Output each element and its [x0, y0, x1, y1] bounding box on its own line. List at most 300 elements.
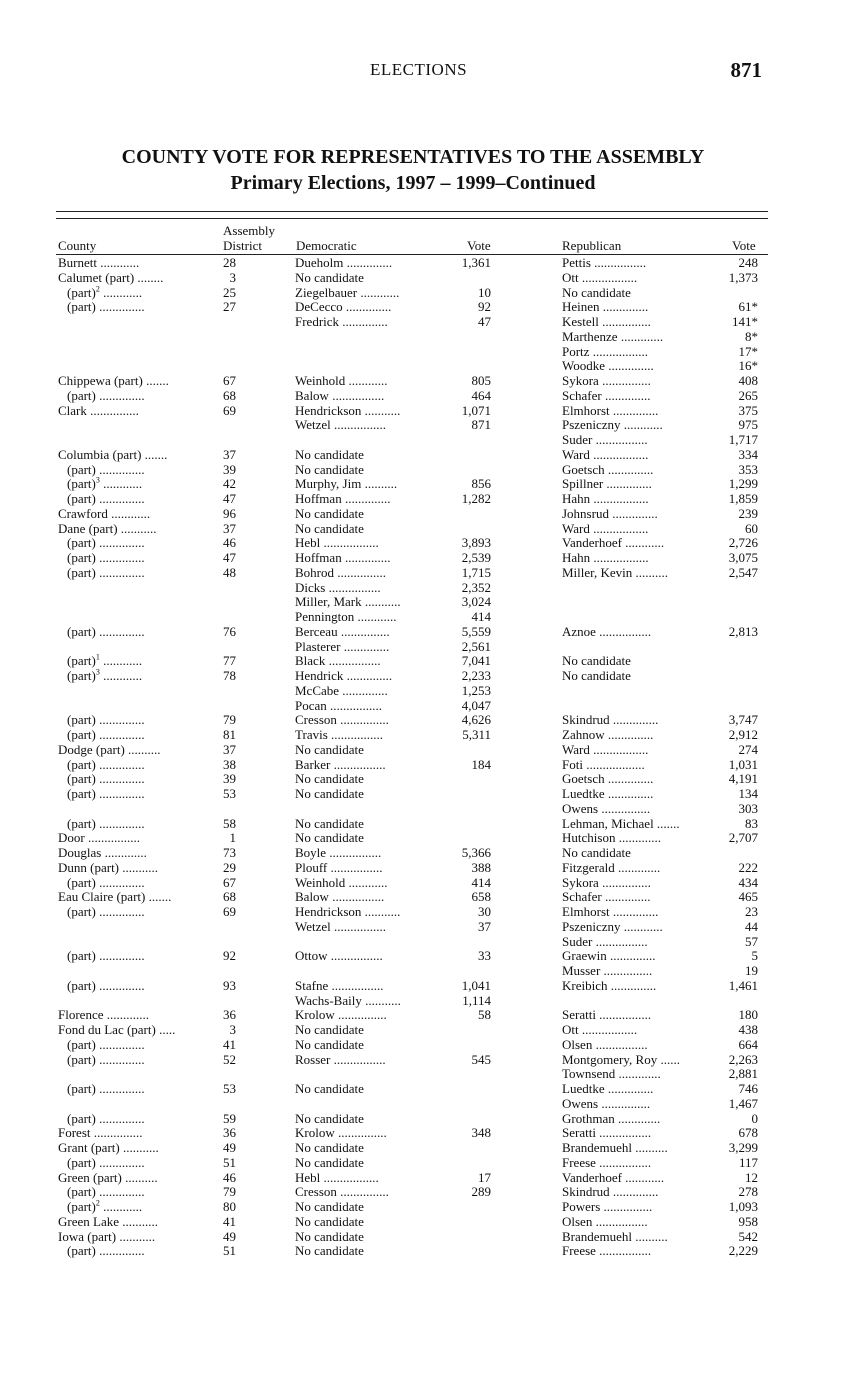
republican-vote-cell: 353: [738, 462, 758, 477]
democratic-vote-cell: 805: [471, 374, 491, 388]
district-cell: 67: [223, 875, 236, 890]
table-row: [0, 315, 859, 330]
democratic-vote-cell: 1,361: [461, 256, 491, 270]
county-name: Florence .............: [58, 1008, 149, 1023]
democratic-candidate-cell: Hendrickson ...........: [295, 905, 401, 919]
republican-candidate-cell: Ott .................: [562, 1023, 638, 1037]
county-cell: [58, 713, 214, 728]
county-cell: [58, 374, 205, 389]
county-cell: [58, 507, 205, 522]
democratic-vote-cell: 545: [471, 1052, 491, 1067]
democratic-vote-cell: 3,024: [461, 595, 491, 610]
republican-vote-cell: 678: [738, 1126, 758, 1141]
district-cell: 52: [223, 1052, 236, 1067]
republican-vote-cell: 1,093: [728, 1200, 758, 1214]
democratic-candidate-cell: Rosser ................: [295, 1052, 386, 1067]
republican-candidate-cell: Suder ................: [562, 433, 648, 447]
county-cell: [58, 1156, 214, 1171]
table-row: [0, 345, 859, 360]
leader-dots: ............: [99, 654, 143, 669]
republican-vote-cell: 23: [745, 905, 758, 919]
republican-vote-cell: 1,299: [728, 477, 758, 492]
district-cell: 39: [223, 772, 236, 787]
republican-vote-cell: 3,075: [728, 551, 758, 565]
democratic-candidate-cell: No candidate: [295, 1155, 364, 1170]
county-name: (part) ..............: [67, 1155, 145, 1170]
district-cell: 1: [229, 831, 236, 846]
democratic-candidate-cell: Fredrick ..............: [295, 315, 388, 329]
democratic-candidate-cell: No candidate: [295, 1023, 364, 1037]
democratic-candidate-cell: Cresson ...............: [295, 713, 389, 728]
republican-vote-cell: 2,263: [728, 1052, 758, 1067]
district-cell: 96: [223, 506, 236, 521]
county-cell: [58, 1230, 205, 1245]
democratic-vote-cell: 2,561: [461, 639, 491, 654]
county-name: (part) ..............: [67, 949, 145, 964]
table-row: [0, 964, 859, 979]
democratic-candidate-cell: Weinhold ............: [295, 875, 388, 890]
republican-vote-cell: 19: [745, 964, 758, 978]
footnote-marker: 2: [95, 285, 100, 294]
district-cell: 25: [223, 285, 236, 300]
republican-vote-cell: 408: [738, 374, 758, 388]
republican-vote-cell: 12: [745, 1170, 758, 1185]
vote-table-body: [0, 256, 859, 1259]
county-name: (part) ..............: [67, 551, 145, 565]
republican-candidate-cell: Schafer ..............: [562, 388, 651, 403]
county-name: (part) ..............: [67, 388, 145, 403]
republican-candidate-cell: Seratti ................: [562, 1126, 652, 1141]
county-name: Chippewa (part) .......: [58, 374, 169, 388]
county-name: (part) ..............: [67, 978, 145, 993]
county-cell: [58, 551, 214, 566]
county-name: Dodge (part) ..........: [58, 742, 161, 757]
republican-candidate-cell: No candidate: [562, 846, 631, 860]
page-title: COUNTY VOTE FOR REPRESENTATIVES TO THE ASSEMBLY: [121, 146, 705, 168]
democratic-vote-cell: 1,041: [461, 978, 491, 993]
table-row: [0, 418, 859, 433]
table-row: [0, 566, 859, 581]
democratic-candidate-cell: Hoffman ..............: [295, 492, 391, 506]
democratic-vote-cell: 1,715: [461, 565, 491, 580]
republican-candidate-cell: Woodke ..............: [562, 359, 654, 374]
county-cell: [58, 566, 214, 581]
table-row: [0, 1038, 859, 1053]
democratic-candidate-cell: Hebl .................: [295, 536, 379, 551]
democratic-candidate-cell: No candidate: [295, 521, 364, 536]
table-row: [0, 374, 859, 389]
republican-vote-cell: 2,707: [728, 831, 758, 846]
table-row: [0, 477, 859, 492]
table-row: [0, 905, 859, 920]
county-cell: [58, 404, 205, 419]
democratic-vote-cell: 658: [471, 890, 491, 905]
table-row: [0, 625, 859, 640]
republican-candidate-cell: Owens ...............: [562, 801, 651, 816]
county-name: Dane (part) ...........: [58, 521, 157, 536]
republican-candidate-cell: Seratti ................: [562, 1008, 652, 1023]
county-cell: [58, 669, 214, 684]
democratic-vote-cell: 1,253: [461, 683, 491, 698]
democratic-vote-cell: 414: [471, 610, 491, 624]
republican-candidate-cell: Kestell ...............: [562, 315, 651, 329]
district-cell: 28: [223, 256, 236, 270]
header-bottom-rule: [56, 254, 768, 255]
republican-candidate-cell: Montgomery, Roy ......: [562, 1052, 680, 1067]
republican-vote-cell: 17*: [738, 344, 758, 359]
democratic-candidate-cell: No candidate: [295, 1037, 364, 1052]
democratic-candidate-cell: No candidate: [295, 1082, 364, 1096]
republican-vote-cell: 958: [738, 1214, 758, 1229]
county-name: Douglas .............: [58, 846, 147, 860]
democratic-candidate-cell: Pocan ................: [295, 698, 383, 713]
democratic-candidate-cell: No candidate: [295, 742, 364, 757]
democratic-candidate-cell: No candidate: [295, 270, 364, 285]
table-row: [0, 448, 859, 463]
democratic-vote-cell: 33: [478, 949, 491, 964]
democratic-candidate-cell: Miller, Mark ...........: [295, 595, 401, 610]
county-name: Green Lake ...........: [58, 1214, 158, 1229]
republican-candidate-cell: Skindrud ..............: [562, 713, 659, 728]
republican-candidate-cell: Freese ................: [562, 1155, 652, 1170]
county-cell: [58, 817, 214, 832]
democratic-candidate-cell: Boyle ................: [295, 846, 382, 860]
county-name: Green (part) ..........: [58, 1170, 158, 1185]
district-cell: 49: [223, 1141, 236, 1155]
county-cell: [58, 1082, 214, 1097]
democratic-vote-cell: 2,539: [461, 551, 491, 565]
table-row: [0, 994, 859, 1009]
district-cell: 41: [223, 1214, 236, 1229]
county-cell: [58, 876, 214, 891]
table-row: [0, 330, 859, 345]
district-cell: 78: [223, 669, 236, 683]
democratic-candidate-cell: Krolow ...............: [295, 1008, 387, 1023]
republican-vote-cell: 44: [745, 919, 758, 934]
leader-dots: ............: [99, 1200, 143, 1214]
democratic-candidate-cell: No candidate: [295, 1229, 364, 1244]
democratic-vote-cell: 856: [471, 477, 491, 492]
democratic-vote-cell: 2,352: [461, 580, 491, 595]
footnote-marker: 1: [95, 654, 100, 662]
democratic-candidate-cell: Hendrickson ...........: [295, 403, 401, 418]
republican-vote-cell: 117: [738, 1155, 758, 1170]
table-row: [0, 772, 859, 787]
county-cell: [58, 1053, 214, 1068]
republican-vote-cell: 134: [738, 787, 758, 801]
democratic-vote-cell: 184: [471, 757, 491, 772]
republican-vote-cell: 180: [738, 1008, 758, 1023]
republican-vote-cell: 1,373: [728, 270, 758, 285]
republican-vote-cell: 1,717: [728, 433, 758, 447]
republican-candidate-cell: Lehman, Michael .......: [562, 816, 680, 831]
table-row: [0, 1023, 859, 1038]
republican-candidate-cell: Powers ...............: [562, 1200, 653, 1214]
republican-candidate-cell: Skindrud ..............: [562, 1185, 659, 1200]
table-row: [0, 890, 859, 905]
republican-candidate-cell: Grothman .............: [562, 1111, 661, 1126]
county-name: (part) ..............: [67, 462, 145, 477]
democratic-vote-cell: 30: [478, 905, 491, 919]
table-row: [0, 684, 859, 699]
republican-candidate-cell: Spillner ..............: [562, 477, 652, 492]
county-name: (part) ..............: [67, 536, 145, 551]
democratic-vote-cell: 289: [471, 1185, 491, 1200]
democratic-candidate-cell: Cresson ...............: [295, 1185, 389, 1200]
district-cell: 49: [223, 1229, 236, 1244]
district-cell: 53: [223, 1082, 236, 1096]
footnote-marker: 3: [95, 669, 100, 677]
county-name: Burnett ............: [58, 256, 140, 270]
democratic-candidate-cell: Travis ................: [295, 728, 384, 742]
democratic-candidate-cell: No candidate: [295, 1141, 364, 1155]
district-cell: 77: [223, 654, 236, 669]
democratic-vote-cell: 1,071: [461, 403, 491, 418]
county-name: (part): [67, 654, 96, 669]
district-cell: 51: [223, 1244, 236, 1259]
republican-candidate-cell: No candidate: [562, 654, 631, 669]
table-top-rule-2: [56, 218, 768, 219]
county-cell: [58, 463, 214, 478]
republican-candidate-cell: No candidate: [562, 285, 631, 300]
democratic-vote-cell: 4,047: [461, 698, 491, 713]
county-name: (part) ..............: [67, 787, 145, 801]
democratic-candidate-cell: Balow ................: [295, 890, 385, 905]
footnote-marker: 2: [95, 1200, 100, 1208]
page-number: 871: [730, 58, 762, 82]
district-cell: 53: [223, 787, 236, 801]
county-cell: [58, 1244, 214, 1259]
democratic-candidate-cell: Plasterer ..............: [295, 639, 390, 654]
county-cell: [58, 979, 214, 994]
county-cell: [58, 1038, 214, 1053]
county-name: Grant (part) ...........: [58, 1141, 159, 1155]
county-name: (part): [67, 285, 96, 300]
county-cell: [58, 300, 214, 315]
republican-vote-cell: 274: [738, 742, 758, 757]
county-cell: [58, 625, 214, 640]
running-header-section: ELECTIONS: [370, 60, 468, 79]
table-row: [0, 1230, 859, 1245]
democratic-candidate-cell: No candidate: [295, 506, 364, 521]
county-name: (part) ..............: [67, 492, 145, 506]
table-row: [0, 256, 859, 271]
district-cell: 80: [223, 1200, 236, 1214]
republican-vote-cell: 438: [738, 1023, 758, 1037]
table-row: [0, 507, 859, 522]
county-name: (part) ..............: [67, 300, 145, 315]
district-cell: 46: [223, 536, 236, 551]
democratic-candidate-cell: Berceau ...............: [295, 624, 390, 639]
republican-candidate-cell: Owens ...............: [562, 1096, 651, 1111]
table-row: [0, 979, 859, 994]
republican-candidate-cell: Goetsch ..............: [562, 772, 654, 787]
democratic-vote-cell: 5,311: [462, 728, 491, 742]
republican-vote-cell: 1,031: [728, 757, 758, 772]
county-name: (part) ..............: [67, 1185, 145, 1200]
republican-candidate-cell: Elmhorst ..............: [562, 905, 659, 919]
democratic-candidate-cell: DeCecco ..............: [295, 300, 392, 315]
table-row: [0, 522, 859, 537]
table-row: [0, 1126, 859, 1141]
county-cell: [58, 1185, 214, 1200]
democratic-candidate-cell: Krolow ...............: [295, 1126, 387, 1141]
democratic-vote-cell: 3,893: [461, 536, 491, 551]
republican-vote-cell: 1,461: [728, 978, 758, 993]
democratic-candidate-cell: No candidate: [295, 447, 364, 462]
republican-candidate-cell: Brandemuehl ..........: [562, 1229, 668, 1244]
republican-candidate-cell: Zahnow ..............: [562, 728, 654, 742]
col-header-district: District: [223, 238, 262, 253]
democratic-vote-cell: 388: [471, 860, 491, 875]
county-cell: [58, 448, 205, 463]
table-row: [0, 743, 859, 758]
democratic-candidate-cell: No candidate: [295, 772, 364, 787]
republican-vote-cell: 83: [745, 816, 758, 831]
republican-candidate-cell: Goetsch ..............: [562, 462, 654, 477]
district-cell: 69: [223, 403, 236, 418]
district-cell: 68: [223, 890, 236, 905]
district-cell: 37: [223, 447, 236, 462]
district-cell: 3: [229, 270, 236, 285]
county-cell: [58, 758, 214, 773]
col-header-rep-vote: Vote: [732, 238, 756, 253]
district-cell: 92: [223, 949, 236, 964]
republican-vote-cell: 5: [751, 949, 758, 964]
table-row: [0, 300, 859, 315]
district-cell: 29: [223, 860, 236, 875]
table-row: [0, 610, 859, 625]
county-name: Columbia (part) .......: [58, 447, 168, 462]
table-row: [0, 831, 859, 846]
district-cell: 67: [223, 374, 236, 388]
democratic-candidate-cell: Dueholm ..............: [295, 256, 393, 270]
district-cell: 36: [223, 1008, 236, 1023]
district-cell: 51: [223, 1155, 236, 1170]
county-name: Forest ...............: [58, 1126, 143, 1141]
democratic-candidate-cell: Bohrod ...............: [295, 565, 386, 580]
republican-candidate-cell: Pettis ................: [562, 256, 647, 270]
county-name: (part) ..............: [67, 875, 145, 890]
col-header-democratic: Democratic: [296, 238, 357, 253]
district-cell: 79: [223, 713, 236, 728]
republican-vote-cell: 278: [738, 1185, 758, 1200]
republican-candidate-cell: Pszeniczny ............: [562, 418, 663, 433]
district-cell: 69: [223, 905, 236, 919]
district-cell: 36: [223, 1126, 236, 1141]
col-header-dem-vote: Vote: [467, 238, 491, 253]
table-row: [0, 433, 859, 448]
county-name: (part) ..............: [67, 565, 145, 580]
republican-vote-cell: 2,912: [728, 728, 758, 742]
district-cell: 48: [223, 565, 236, 580]
col-header-county: County: [58, 238, 97, 253]
table-row: [0, 787, 859, 802]
democratic-vote-cell: 5,559: [461, 624, 491, 639]
district-cell: 68: [223, 388, 236, 403]
democratic-vote-cell: 414: [471, 875, 491, 890]
republican-vote-cell: 4,191: [728, 772, 758, 787]
democratic-vote-cell: 5,366: [461, 846, 491, 860]
democratic-candidate-cell: No candidate: [295, 1244, 364, 1259]
county-name: (part): [67, 1200, 96, 1214]
republican-candidate-cell: Aznoe ................: [562, 624, 652, 639]
democratic-candidate-cell: No candidate: [295, 787, 364, 801]
col-header-district-top: Assembly: [223, 223, 275, 238]
table-row: [0, 654, 859, 669]
county-name: (part) ..............: [67, 624, 145, 639]
democratic-candidate-cell: Hendrick ..............: [295, 669, 393, 683]
republican-candidate-cell: Graewin ..............: [562, 949, 656, 964]
democratic-vote-cell: 7,041: [461, 654, 491, 669]
republican-candidate-cell: Marthenze .............: [562, 329, 664, 344]
republican-vote-cell: 1,859: [728, 492, 758, 506]
republican-candidate-cell: Schafer ..............: [562, 890, 651, 905]
table-row: [0, 1156, 859, 1171]
table-row: [0, 595, 859, 610]
leader-dots: ............: [99, 477, 143, 492]
democratic-vote-cell: 871: [471, 418, 491, 433]
county-cell: [58, 831, 205, 846]
republican-vote-cell: 8*: [745, 329, 758, 344]
district-cell: 27: [223, 300, 236, 315]
county-name: (part) ..............: [67, 757, 145, 772]
republican-vote-cell: 1,467: [728, 1096, 758, 1111]
county-name: (part) ..............: [67, 1037, 145, 1052]
district-cell: 42: [223, 477, 236, 492]
footnote-marker: 3: [95, 477, 100, 485]
county-name: (part): [67, 669, 96, 683]
table-row: [0, 949, 859, 964]
democratic-candidate-cell: Pennington ............: [295, 610, 397, 624]
county-name: (part): [67, 477, 96, 492]
republican-vote-cell: 434: [738, 875, 758, 890]
table-row: [0, 699, 859, 714]
republican-candidate-cell: Kreibich ..............: [562, 978, 657, 993]
democratic-candidate-cell: Wachs-Baily ...........: [295, 993, 401, 1008]
table-row: [0, 463, 859, 478]
republican-candidate-cell: Miller, Kevin ..........: [562, 565, 668, 580]
county-name: Iowa (part) ...........: [58, 1229, 156, 1244]
county-name: (part) ..............: [67, 1082, 145, 1096]
republican-vote-cell: 57: [745, 934, 758, 949]
table-row: [0, 640, 859, 655]
county-cell: [58, 1112, 214, 1127]
table-row: [0, 1185, 859, 1200]
table-row: [0, 1067, 859, 1082]
republican-candidate-cell: Foti ..................: [562, 757, 645, 772]
district-cell: 41: [223, 1037, 236, 1052]
table-top-rule: [56, 211, 768, 212]
table-row: [0, 1097, 859, 1112]
republican-vote-cell: 2,726: [728, 536, 758, 551]
county-cell: [58, 743, 205, 758]
county-cell: [58, 477, 214, 492]
republican-candidate-cell: Hutchison .............: [562, 831, 661, 846]
republican-vote-cell: 2,813: [728, 624, 758, 639]
county-name: Eau Claire (part) .......: [58, 890, 172, 905]
republican-vote-cell: 664: [738, 1037, 758, 1052]
democratic-candidate-cell: Barker ................: [295, 757, 386, 772]
table-row: [0, 802, 859, 817]
district-cell: 3: [229, 1023, 236, 1037]
republican-vote-cell: 542: [738, 1229, 758, 1244]
republican-vote-cell: 2,881: [728, 1067, 758, 1082]
democratic-vote-cell: 58: [478, 1008, 491, 1023]
table-row: [0, 758, 859, 773]
table-row: [0, 551, 859, 566]
county-name: (part) ..............: [67, 905, 145, 919]
